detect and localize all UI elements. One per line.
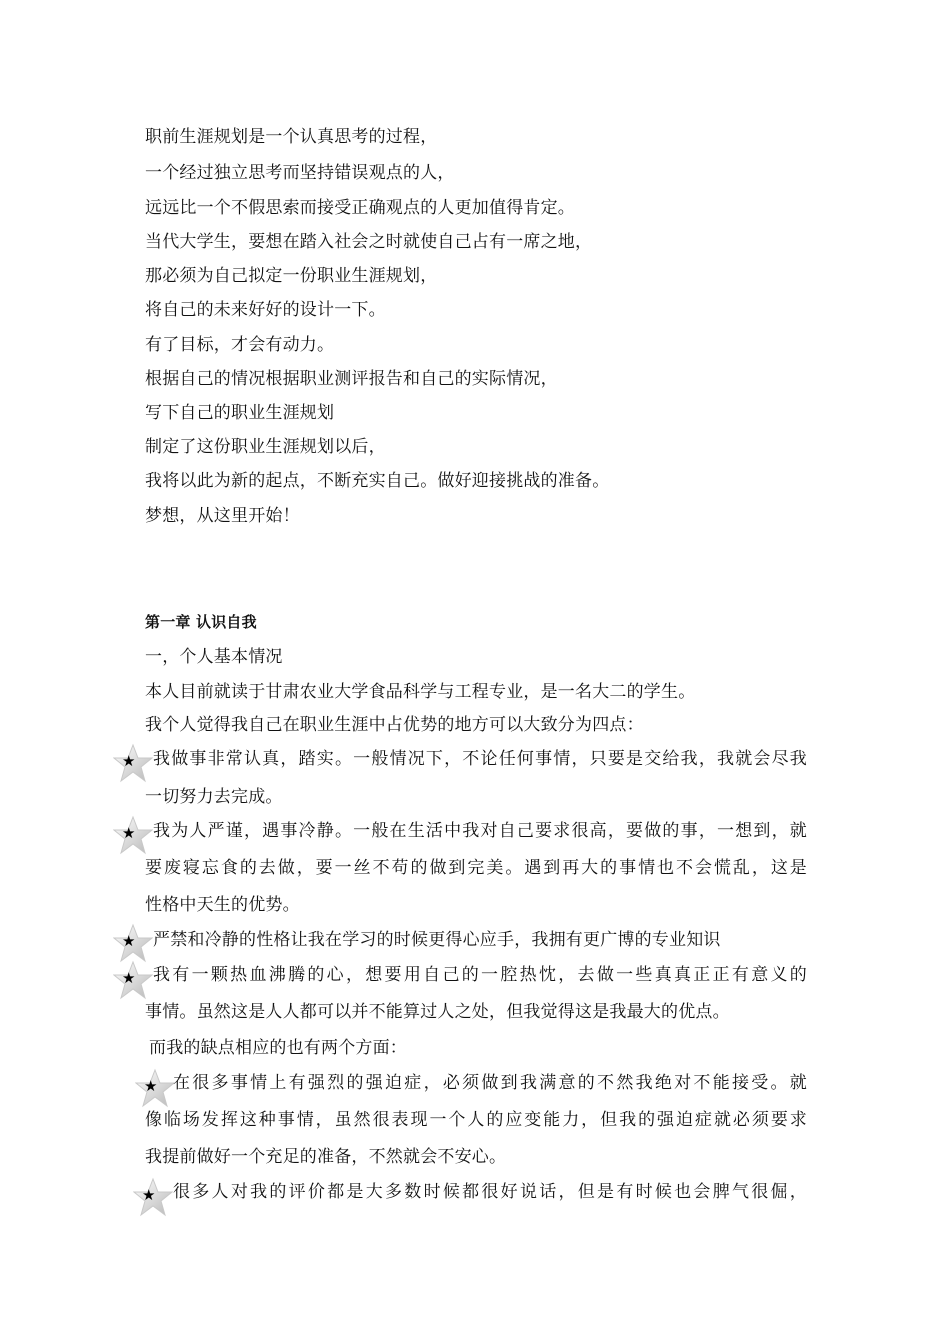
weakness-intro: 而我的缺点相应的也有两个方面： bbox=[149, 1038, 407, 1058]
star-glyph: ★ bbox=[142, 1186, 156, 1204]
star-glyph: ★ bbox=[144, 1077, 158, 1095]
section-heading: 一，个人基本情况 bbox=[145, 647, 283, 667]
strength-2-line-3: 性格中天生的优势。 bbox=[145, 895, 300, 915]
strength-1-line-1: 我做事非常认真，踏实。一般情况下，不论任何事情，只要是交给我，我就会尽我 bbox=[153, 749, 807, 769]
strength-2-line-2: 要废寝忘食的去做，要一丝不苟的做到完美。遇到再大的事情也不会慌乱，这是 bbox=[145, 858, 807, 878]
intro-line-11: 我将以此为新的起点，不断充实自己。做好迎接挑战的准备。 bbox=[145, 471, 610, 491]
weakness-1-line-1: 在很多事情上有强烈的强迫症，必须做到我满意的不然我绝对不能接受。就 bbox=[173, 1073, 807, 1093]
star-bullet-icon bbox=[113, 923, 153, 963]
star-bullet-icon bbox=[113, 743, 153, 783]
intro-line-12: 梦想，从这里开始！ bbox=[145, 506, 300, 526]
intro-line-6: 将自己的未来好好的设计一下。 bbox=[145, 300, 386, 320]
strength-3-line-1: 严禁和冷静的性格让我在学习的时候更得心应手，我拥有更广博的专业知识 bbox=[153, 930, 721, 950]
strength-2-line-1: 我为人严谨，遇事冷静。一般在生活中我对自己要求很高，要做的事，一想到，就 bbox=[153, 821, 807, 841]
chapter-title: 第一章 认识自我 bbox=[145, 613, 257, 631]
star-bullet-icon bbox=[113, 960, 153, 1000]
strength-4-line-1: 我有一颗热血沸腾的心，想要用自己的一腔热忱，去做一些真真正正有意义的 bbox=[153, 965, 807, 985]
star-glyph: ★ bbox=[122, 969, 136, 987]
strength-1-line-2: 一切努力去完成。 bbox=[145, 787, 283, 807]
star-bullet-icon bbox=[135, 1068, 175, 1108]
intro-line-5: 那必须为自己拟定一份职业生涯规划， bbox=[145, 266, 438, 286]
intro-line-10: 制定了这份职业生涯规划以后， bbox=[145, 437, 386, 457]
intro-line-8: 根据自己的情况根据职业测评报告和自己的实际情况， bbox=[145, 369, 558, 389]
intro-line-4: 当代大学生，要想在踏入社会之时就使自己占有一席之地， bbox=[145, 232, 593, 252]
intro-line-1: 职前生涯规划是一个认真思考的过程， bbox=[145, 127, 438, 147]
intro-line-9: 写下自己的职业生涯规划 bbox=[145, 403, 335, 423]
intro-line-2: 一个经过独立思考而坚持错误观点的人， bbox=[145, 163, 455, 183]
paragraph-2: 我个人觉得我自己在职业生涯中占优势的地方可以大致分为四点： bbox=[145, 715, 644, 735]
strength-4-line-2: 事情。虽然这是人人都可以并不能算过人之处，但我觉得这是我最大的优点。 bbox=[145, 1002, 730, 1022]
star-glyph: ★ bbox=[122, 824, 136, 842]
paragraph-1: 本人目前就读于甘肃农业大学食品科学与工程专业，是一名大二的学生。 bbox=[145, 682, 696, 702]
intro-line-3: 远远比一个不假思索而接受正确观点的人更加值得肯定。 bbox=[145, 198, 575, 218]
intro-line-7: 有了目标，才会有动力。 bbox=[145, 335, 335, 355]
weakness-1-line-2: 像临场发挥这种事情，虽然很表现一个人的应变能力，但我的强迫症就必须要求 bbox=[145, 1110, 807, 1130]
star-glyph: ★ bbox=[122, 752, 136, 770]
weakness-2-line-1: 很多人对我的评价都是大多数时候都很好说话，但是有时候也会脾气很倔， bbox=[173, 1182, 807, 1202]
star-bullet-icon bbox=[133, 1177, 173, 1217]
star-bullet-icon bbox=[113, 815, 153, 855]
star-glyph: ★ bbox=[122, 932, 136, 950]
weakness-1-line-3: 我提前做好一个充足的准备，不然就会不安心。 bbox=[145, 1147, 507, 1167]
